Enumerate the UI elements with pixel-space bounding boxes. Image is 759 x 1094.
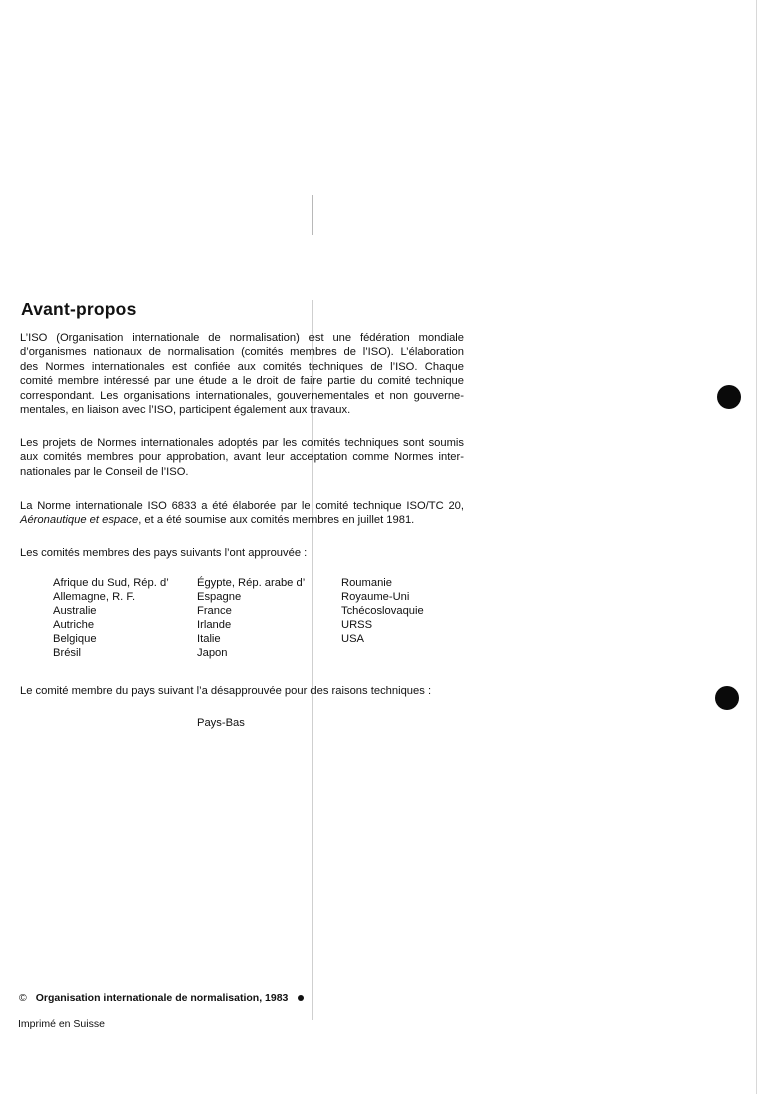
paragraph-standard-info [20, 499, 464, 528]
bullet-icon [298, 995, 304, 1001]
text-line: La Norme internationale ISO 6833 a été élaborée par le comité technique ISO/TC 20, [20, 500, 464, 512]
text-line: Les comités membres des pays suivants l’ont approuvée : [20, 547, 308, 559]
scan-line [312, 195, 313, 235]
text-line: correspondant. Les organisations internationales, gouvernementales et non gouverne- [20, 389, 464, 402]
printed-in: Imprimé en Suisse [18, 1018, 105, 1030]
text-line: Le comité membre du pays suivant l’a désapprouvée pour des raisons techniques : [20, 685, 432, 697]
country-item: Roumanie [341, 577, 392, 589]
country-item: Australie [53, 604, 97, 617]
text-line: Les projets de Normes internationales adoptés par les comités techniques sont soumis [20, 437, 464, 449]
country-item: Autriche [53, 618, 95, 631]
country-item: Égypte, Rép. arabe d’ [197, 577, 306, 589]
paragraph-iso-intro [20, 331, 464, 417]
committee-title: Aéronautique et espace [20, 514, 139, 527]
country-list-col2 [197, 577, 305, 660]
text-line: comité membre intéressé par une étude a le droit de faire partie du comité technique [20, 375, 464, 388]
country-item: USA [341, 632, 365, 645]
paragraph-approving-intro [20, 546, 464, 560]
country-item: France [197, 604, 232, 617]
copyright-notice [19, 992, 304, 1004]
text-line: nationales par le Conseil de l’ISO. [20, 465, 189, 478]
text-line: mentales, en liaison avec l’ISO, participent également aux travaux. [20, 404, 351, 417]
paragraph-disapproving-intro [20, 684, 464, 698]
text-line: d’organismes nationaux de normalisation (comités membres de l’ISO). L’élaboration [20, 346, 464, 359]
page-title: Avant-propos [21, 299, 137, 319]
text-line: L’ISO (Organisation internationale de normalisation) est une fédération mondiale [20, 332, 464, 344]
paragraph-approval-process [20, 436, 464, 479]
punch-hole-icon [717, 385, 741, 409]
country-item: Japon [197, 646, 228, 659]
text-line [20, 513, 464, 527]
country-item: Brésil [53, 646, 81, 659]
country-list-col1 [53, 577, 169, 660]
country-item: Royaume-Uni [341, 590, 410, 603]
country-list-col3 [341, 577, 424, 647]
text-line: aux comités membres pour approbation, avant leur acceptation comme Normes inter- [20, 451, 464, 464]
text-line: des Normes internationales est confiée aux comités techniques de l’ISO. Chaque [20, 360, 464, 373]
country-item: Belgique [53, 632, 97, 645]
page-edge [756, 0, 757, 1094]
country-item: Tchécoslovaquie [341, 604, 424, 617]
country-item: Afrique du Sud, Rép. d’ [53, 577, 169, 589]
copyright-text: Organisation internationale de normalisation, 1983 [35, 992, 289, 1004]
country-item: Irlande [197, 618, 232, 631]
country-item: Italie [197, 632, 221, 645]
country-item: URSS [341, 618, 373, 631]
text-fragment: , et a été soumise aux comités membres en juillet 1981. [138, 514, 415, 527]
punch-hole-icon [715, 686, 739, 710]
country-item: Allemagne, R. F. [53, 590, 136, 603]
country-item: Espagne [197, 590, 242, 603]
disapproving-country: Pays-Bas [197, 717, 245, 729]
copyright-icon: © [19, 992, 27, 1004]
